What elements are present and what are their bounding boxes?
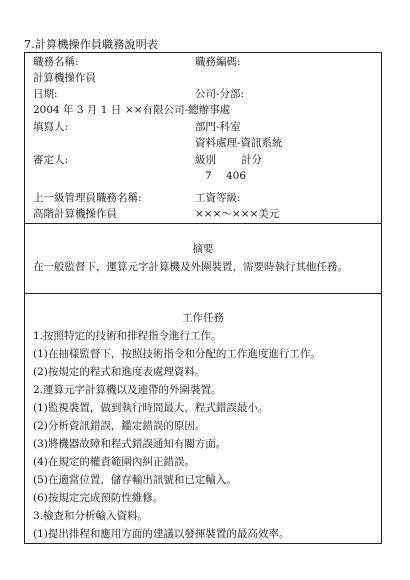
task-item: (5)在適當位置，儲存輸出訊號和已定輸入。 [33, 474, 237, 486]
pay-grade-value: ×××～×××美元 [195, 208, 280, 220]
grade-label: 級別 [195, 154, 216, 166]
department-label: 部門-科室 [195, 121, 241, 133]
task-item: (1)提出排程和應用方面的建議以發揮裝置的最高效率。 [33, 528, 290, 540]
job-code-label: 職務編碼: [195, 56, 241, 68]
task-item: (2)分析資訊錯誤，鑑定錯誤的原因。 [33, 420, 206, 432]
task-item: 1.按照特定的技術和排程指令進行工作。 [33, 330, 222, 342]
task-item: (3)將機器故障和程式錯誤通知有關方面。 [33, 438, 227, 450]
supervisor-value: 高階計算機操作員 [33, 208, 117, 220]
job-title-label: 職務名稱: [33, 56, 79, 68]
approver-label: 審定人: [33, 154, 69, 166]
points-label: 計分 [241, 154, 262, 166]
tasks-heading: 工作任務 [182, 312, 224, 324]
department-value: 資料處理-資訊系統 [195, 137, 283, 149]
date-value: 2004 年 3 月 1 日 [33, 104, 122, 116]
task-item: (1)監視裝置，做到執行時間最大，程式錯誤最小。 [33, 402, 269, 414]
date-label: 日期: [33, 88, 58, 100]
pay-grade-label: 工資等級: [195, 192, 241, 204]
filler-label: 填寫人: [33, 121, 69, 133]
task-item: 3.檢查和分析輸入資料。 [33, 510, 149, 522]
task-item: (6)按規定完成預防性維修。 [33, 492, 164, 504]
supervisor-label: 上一級管理員職務名稱: [33, 192, 142, 204]
job-info-section [24, 52, 382, 224]
company-value: ××有限公司-總辦事處 [125, 104, 231, 116]
task-item: 2.運算元字計算機以及連帶的外圍裝置。 [33, 384, 222, 396]
task-item: (1)在抽樣監督下，按照技術指令和分配的工作進度進行工作。 [33, 348, 321, 360]
summary-heading: 摘要 [192, 243, 214, 255]
task-item: (4)在規定的權責範圍內糾正錯誤。 [33, 456, 195, 468]
summary-section [24, 223, 382, 294]
summary-text: 在一般監督下，運算元字計算機及外圍裝置，需要時執行其他任務。 [33, 261, 348, 273]
document-title: 7.計算機操作員職務說明表 [24, 38, 159, 51]
grade-value: 7 [205, 170, 212, 182]
tasks-section [24, 293, 382, 544]
company-label: 公司-分部: [195, 88, 245, 100]
task-item: (2)按規定的程式和進度表處理資料。 [33, 366, 206, 378]
job-title-value: 計算機操作員 [33, 72, 96, 84]
points-value: 406 [226, 170, 247, 182]
